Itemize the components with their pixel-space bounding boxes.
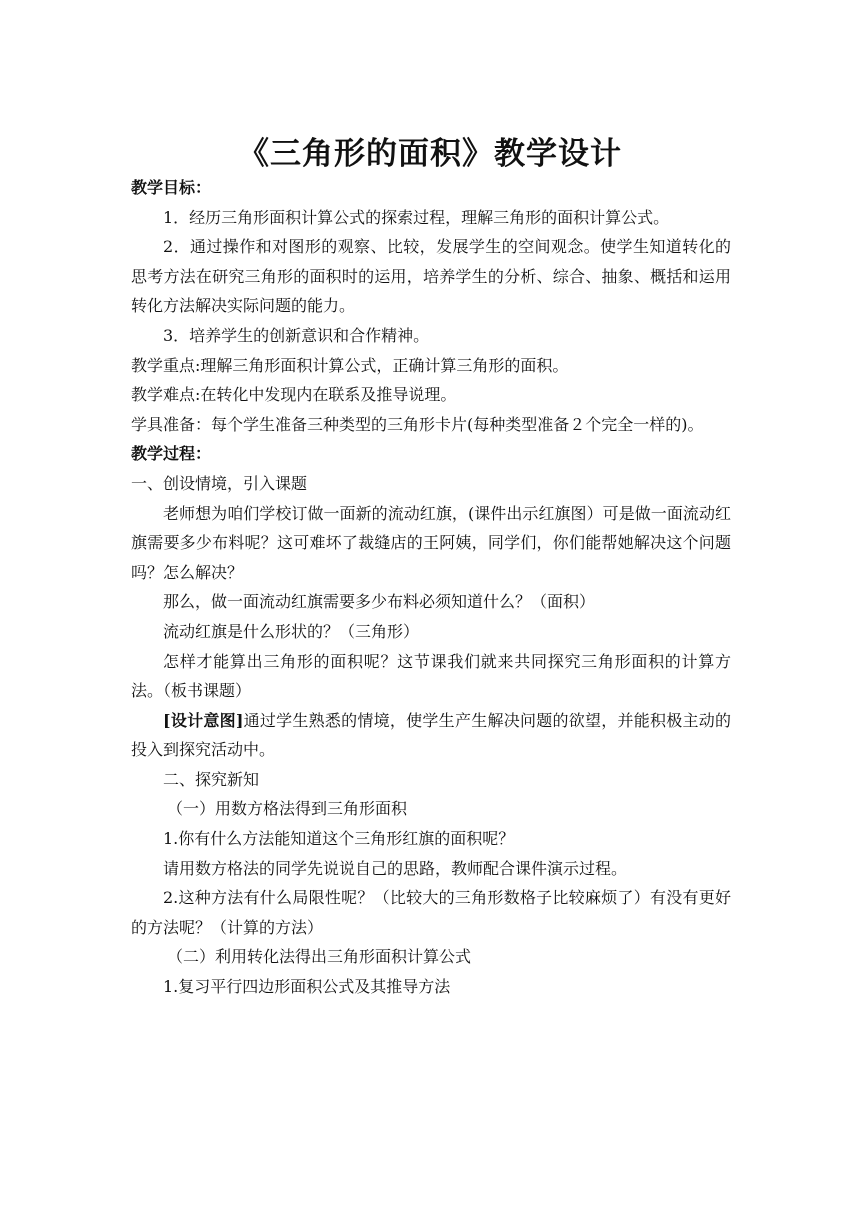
goal-item-1: 1．经历三角形面积计算公式的探索过程，理解三角形的面积计算公式。 xyxy=(163,207,670,227)
paragraph-topic: 怎样才能算出三角形的面积呢？这节课我们就来共同探究三角形面积的计算方法。（板书课题） xyxy=(131,651,731,701)
sub2-title: （二）利用转化法得出三角形面积计算公式 xyxy=(167,947,472,967)
paragraph-intro: 老师想为咱们学校订做一面新的流动红旗，(课件出示红旗图）可是做一面流动红旗需要多少布料呢？这可难坏了裁缝店的王阿姨，同学们，你们能帮她解决这个问题吗？怎么解决？ xyxy=(131,503,731,582)
goals-heading: 教学目标： xyxy=(131,178,212,197)
difficulty: 教学难点:在转化中发现内在联系及推导说理。 xyxy=(131,385,457,405)
design-intent-label: [设计意图] xyxy=(163,710,244,730)
goal-item-3: 3．培养学生的创新意识和合作精神。 xyxy=(163,325,430,345)
process-heading: 教学过程： xyxy=(131,444,212,464)
sub1-title: （一）用数方格法得到三角形面积 xyxy=(167,799,408,819)
design-intent xyxy=(131,706,731,765)
key-point: 教学重点:理解三角形面积计算公式，正确计算三角形的面积。 xyxy=(131,355,569,375)
question-1-note: 请用数方格法的同学先说说自己的思路，教师配合课件演示过程。 xyxy=(163,858,628,878)
question-2: 2.这种方法有什么局限性呢？（比较大的三角形数格子比较麻烦了）有没有更好的方法呢？（计算的方法） xyxy=(131,888,731,937)
paragraph-question: 那么，做一面流动红旗需要多少布料必须知道什么？（面积） xyxy=(163,592,596,612)
document-title: 《三角形的面积》教学设计 xyxy=(238,136,622,172)
question-1: 1.你有什么方法能知道这个三角形红旗的面积呢？ xyxy=(163,829,515,849)
document-body xyxy=(131,173,731,1002)
materials: 学具准备：每个学生准备三种类型的三角形卡片(每种类型准备２个完全一样的)。 xyxy=(131,414,704,434)
paragraph-shape: 流动红旗是什么形状的？（三角形） xyxy=(163,621,420,641)
design-intent-text: 通过学生熟悉的情境，使学生产生解决问题的欲望，并能积极主动的投入到探究活动中。 xyxy=(131,710,731,760)
goal-item-2: 2．通过操作和对图形的观察、比较，发展学生的空间观念。使学生知道转化的思考方法在研究三角形的面积时的运用，培养学生的分析、综合、抽象、概括和运用转化方法解决实际问题的能力。 xyxy=(131,237,731,316)
review-item: 1.复习平行四边形面积公式及其推导方法 xyxy=(163,977,451,997)
part2-title: 二、探究新知 xyxy=(163,769,260,789)
part1-title: 一、创设情境，引入课题 xyxy=(131,473,308,493)
